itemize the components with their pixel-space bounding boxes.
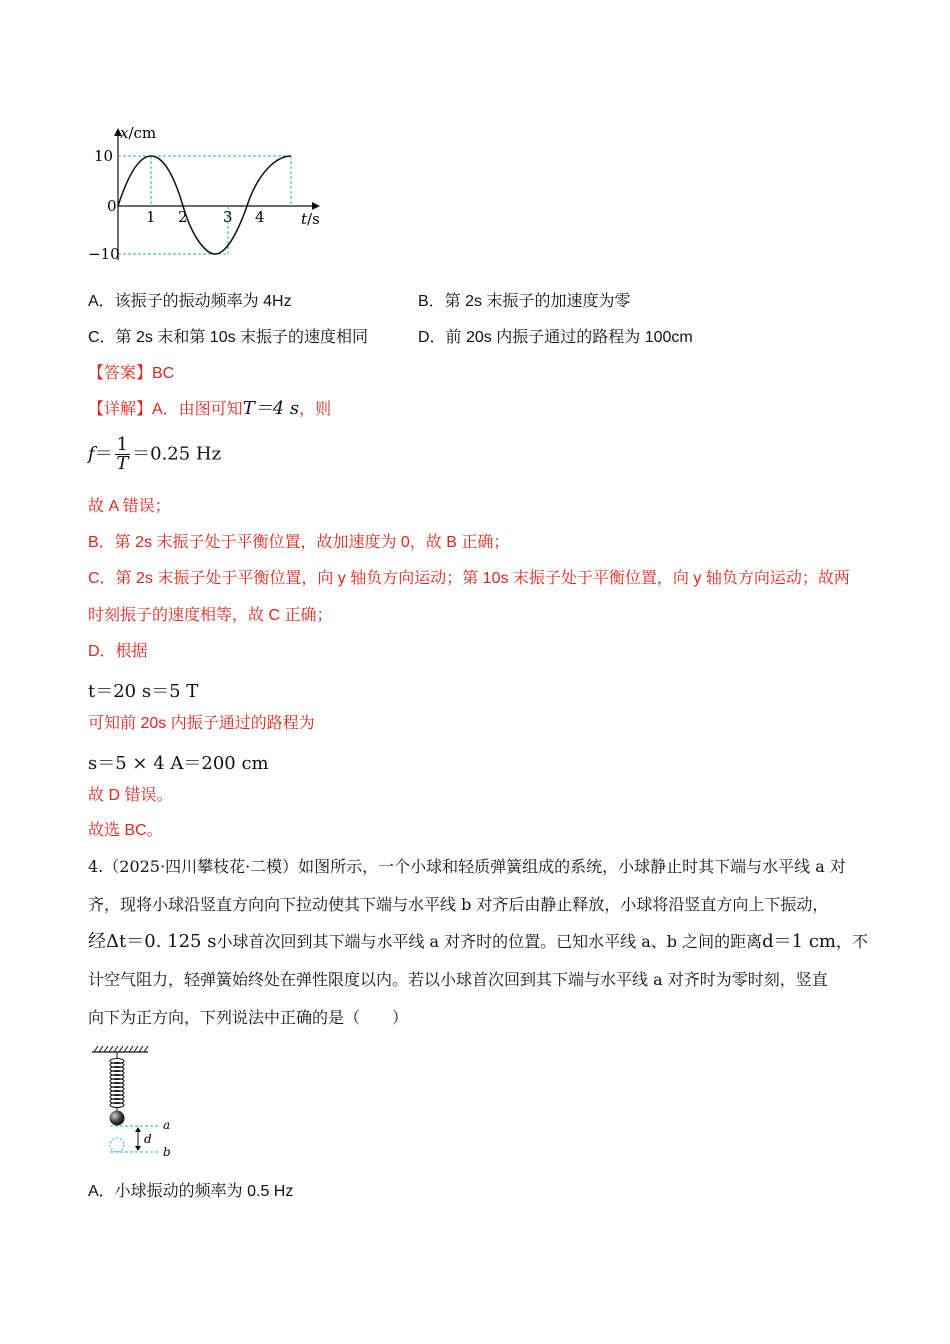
y-tick-10: 10 <box>94 147 114 165</box>
dashed-ball <box>110 1138 124 1152</box>
y-axis-label: x/cm <box>120 124 157 142</box>
option-a: A．该振子的振动频率为 4Hz <box>88 293 292 310</box>
spring <box>110 1052 124 1111</box>
fraction <box>115 436 130 473</box>
formula-f-lhs: f <box>88 443 95 465</box>
x-tick-2: 2 <box>178 208 188 226</box>
option-b: B．第 2s 末振子的加速度为零 <box>418 293 631 310</box>
q4-line-3-post: ，不 <box>835 932 868 951</box>
d-wrong: 故 D 错误。 <box>88 787 173 804</box>
q4-line-2: 齐，现将小球沿竖直方向向下拉动使其下端与水平线 b 对齐后由静止释放，小球将沿竖直方向上下振动， <box>88 895 829 914</box>
displacement-time-graph <box>80 120 340 270</box>
option-d: D．前 20s 内振子通过的路程为 100cm <box>418 329 693 346</box>
q4-line-4: 计空气阻力，轻弹簧始终处在弹性限度以内。若以小球首次回到其下端与水平线 a 对齐时为零时刻，竖直 <box>88 970 828 989</box>
x-axis-arrow <box>312 202 320 210</box>
b-text: B．第 2s 末振子处于平衡位置，故加速度为 0，故 B 正确； <box>88 534 510 551</box>
q4-option-a: A．小球振动的频率为 0.5 Hz <box>88 1183 294 1200</box>
detail-eq-T: T＝4 s <box>242 398 300 419</box>
a-wrong: 故 A 错误； <box>88 498 171 515</box>
label-a: a <box>163 1118 171 1132</box>
q4-line-5: 向下为正方向，下列说法中正确的是（ ） <box>88 1008 409 1027</box>
x-tick-3: 3 <box>223 208 233 226</box>
q4-line-3 <box>88 932 868 952</box>
q4-delta-t: 经Δt＝0. 125 s <box>88 931 217 952</box>
fraction-den: T <box>116 453 129 474</box>
answer-line: 【答案】BC <box>88 365 175 382</box>
option-c: C．第 2s 末和第 10s 末振子的速度相同 <box>88 329 369 346</box>
detail-suffix: ，则 <box>299 401 332 418</box>
label-d: d <box>144 1132 152 1146</box>
detail-a <box>88 399 331 420</box>
y-tick-0: 0 <box>107 197 117 215</box>
ceiling-hatch <box>94 1046 148 1052</box>
fraction-num: 1 <box>116 434 129 455</box>
c-text-2: 时刻振子的速度相等，故 C 正确； <box>88 607 333 624</box>
d-text: D．根据 <box>88 643 148 660</box>
final-answer: 故选 BC。 <box>88 822 163 839</box>
detail-prefix: 【详解】A．由图可知 <box>88 401 243 418</box>
sine-curve <box>118 156 291 254</box>
q4-d-eq: d＝1 cm <box>762 931 836 952</box>
c-text-1: C．第 2s 末振子处于平衡位置，向 y 轴负方向运动；第 10s 末振子处于平衡位置，向 y 轴负方向运动；故两 <box>88 570 850 587</box>
formula-s: s＝5 × 4 A＝200 cm <box>88 753 269 774</box>
formula-f: f＝ $\frac{1}{T}$ ＝0.25 Hz <box>88 434 222 474</box>
formula-t: t＝20 s＝5 T <box>88 681 199 702</box>
formula-f-rhs: ＝0.25 Hz <box>132 443 222 465</box>
spring-ball-figure <box>88 1043 198 1168</box>
label-b: b <box>163 1145 171 1159</box>
q4-line-3-mid: 小球首次回到其下端与水平线 a 对齐时的位置。已知水平线 a、b 之间的距离 <box>216 932 763 951</box>
x-axis-label: t/s <box>301 210 320 228</box>
x-tick-1: 1 <box>146 208 156 226</box>
d-path: 可知前 20s 内振子通过的路程为 <box>88 715 315 732</box>
ball <box>110 1111 125 1126</box>
y-tick-neg10: −10 <box>88 245 120 263</box>
q4-line-1: 4.（2025·四川攀枝花·二模）如图所示，一个小球和轻质弹簧组成的系统，小球静止时其下端与水平线 a 对 <box>88 857 846 876</box>
x-tick-4: 4 <box>255 208 265 226</box>
